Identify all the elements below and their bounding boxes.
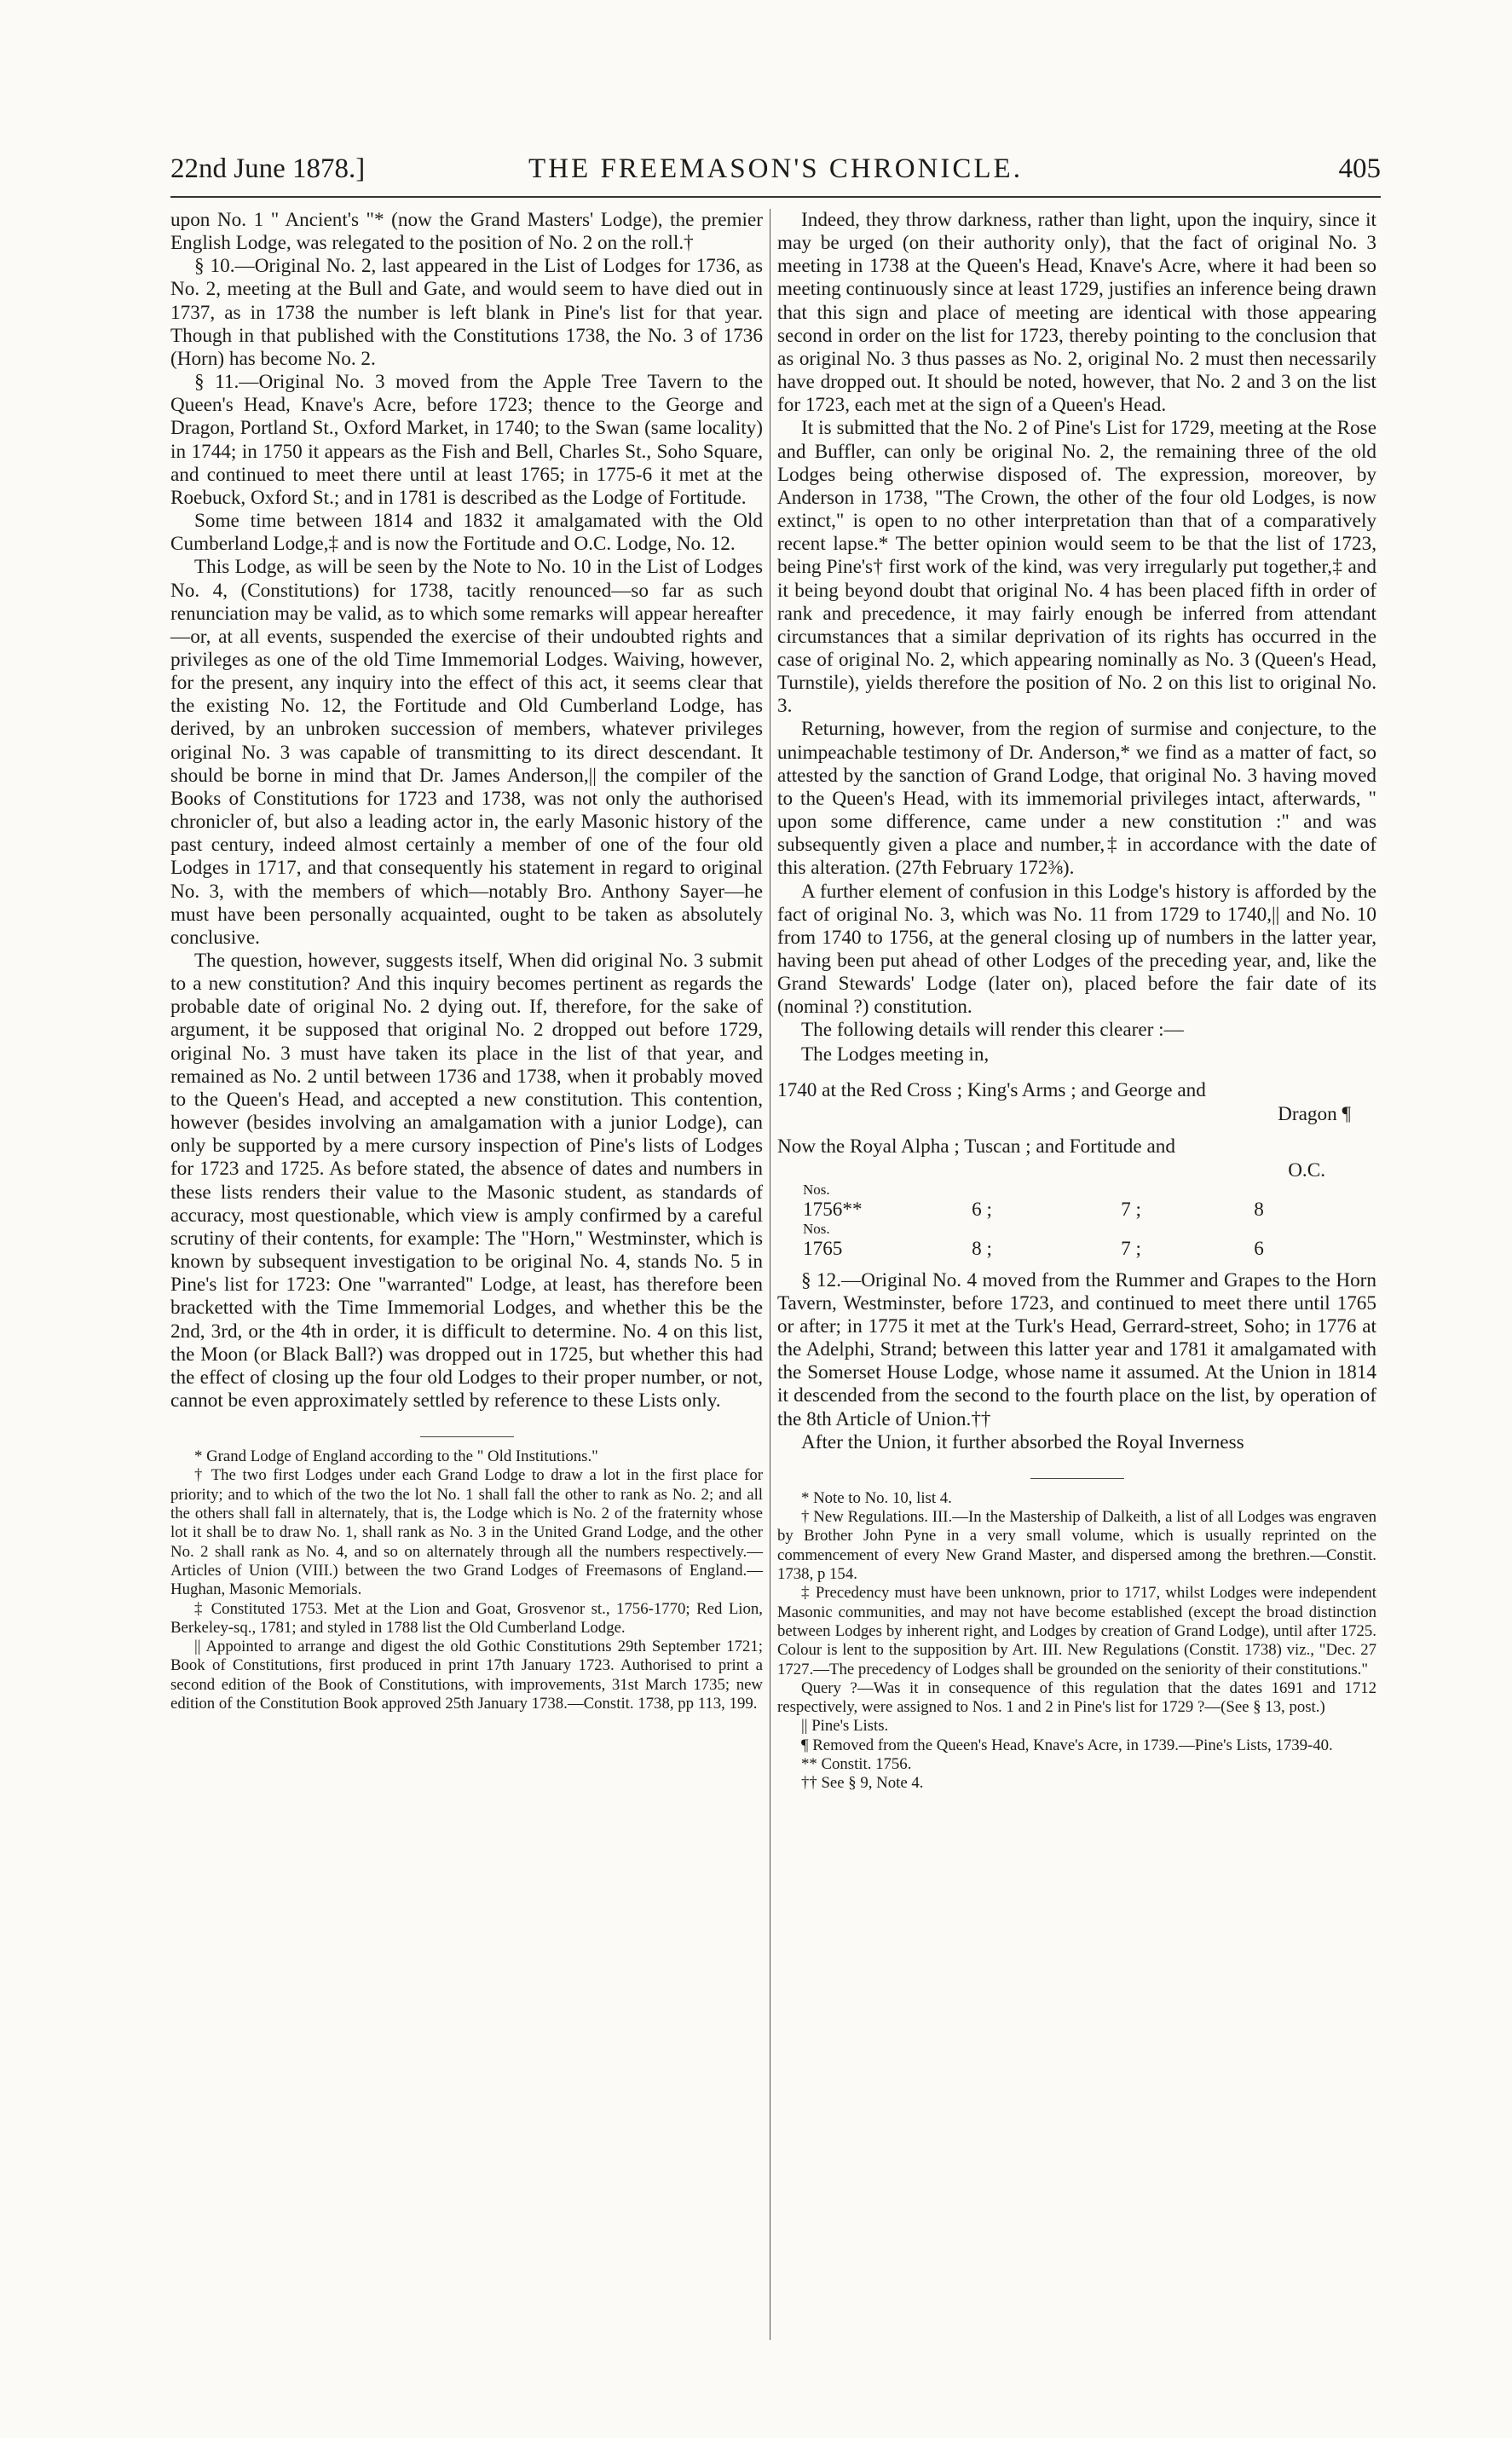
footnote: † The two first Lodges under each Grand Lodge to draw a lot in the first place for priority; and to which of the two the lot No. 1 shall fall the other to rank as No. 2; and all the others shall fall in alternately, that is, the Lodge which is No. 2 of the fraternity whose lot it shall be to draw No. 1, shall rank as No. 3 in the United Grand Lodge, and the other No. 2 shall rank as No. 4, and so on alternately through all the numbers respectively.—Articles of Union (VIII.) between the two Grand Lodges of Freemasons of England.—Hughan, Masonic Memorials. xyxy=(170,1466,763,1599)
page-header xyxy=(170,153,1381,193)
paragraph: Some time between 1814 and 1832 it amalgamated with the Old Cumberland Lodge,‡ and is now the Fortitude and O.C. Lodge, No. 12. xyxy=(170,510,763,556)
footnote: ¶ Removed from the Queen's Head, Knave's Acre, in 1739.—Pine's Lists, 1739-40. xyxy=(801,1736,1333,1754)
publication-title: THE FREEMASON'S CHRONICLE. xyxy=(528,153,1023,184)
nos-label: Nos. xyxy=(803,1220,830,1237)
paragraph: The following details will render this clearer :— xyxy=(801,1019,1184,1042)
table-row xyxy=(777,1198,1376,1222)
footnote: ‡ Precedency must have been unknown, prior to 1717, whilst Lodges were independent Masonic communities, and may not have become established (except the broad distinction between Lodges by inherent right, and Lodges by creation of Grand Lodge), until after 1725. Colour is lent to the supposition by Art. III. New Regulations (Constit. 1738) viz., "Dec. 27 1727.—The precedency of Lodges shall be grounded on the seniority of their constitutions." xyxy=(777,1584,1376,1678)
page-number: 405 xyxy=(1338,153,1381,184)
row-value: 8 ; xyxy=(972,1237,992,1260)
details-line-1740-cont: Dragon ¶ xyxy=(1278,1102,1351,1125)
row-year: 1756** xyxy=(803,1198,863,1221)
footnote: †† See § 9, Note 4. xyxy=(801,1774,924,1793)
row-value: 7 ; xyxy=(1121,1198,1141,1221)
footnote: † New Regulations. III.—In the Mastership of Dalkeith, a list of all Lodges was engraven by Brother John Pyne in a very small volume, which is usually reprinted on the commencement of every New Grand Master, and dispersed among the brethren.—Constit. 1738, p 154. xyxy=(777,1508,1376,1584)
footnote-rule xyxy=(1030,1478,1124,1479)
paragraph: § 11.—Original No. 3 moved from the Apple Tree Tavern to the Queen's Head, Knave's Acre, before 1723; thence to the George and Dragon, Portland St., Oxford Market, in 1740; to the Swan (same locality) in 1744; in 1750 it appears as the Fish and Bell, Charles St., Soho Square, and continued to meet there until at least 1765; in 1775-6 it met at the Roebuck, Oxford St.; and in 1781 is described as the Lodge of Fortitude. xyxy=(170,371,763,509)
paragraph: The question, however, suggests itself, When did original No. 3 submit to a new constitution? And this inquiry becomes pertinent as regards the probable date of original No. 2 dying out. If, therefore, for the sake of argument, it be supposed that original No. 2 dropped out before 1729, original No. 3 must have taken its place in the list of that year, and remained as No. 2 until between 1736 and 1738, when it probably moved to the Queen's Head, and accepted a new constitution. This contention, however (besides involving an amalgamation with a junior Lodge), can only be supported by a mere cursory inspection of Pine's lists of Lodges for 1723 and 1725. As before stated, the absence of dates and numbers in these lists renders their value to the Masonic student, as standards of accuracy, most questionable, which view is amply confirmed by a careful scrutiny of their contents, for example: The "Horn," Westminster, which is known by subsequent investigation to be original No. 4, stands No. 5 in Pine's list for 1723: One "warranted" Lodge, at least, has therefore been bracketted with the Time Immemorial Lodges, and whether this be the 2nd, 3rd, or the 4th in order, it is difficult to determine. No. 4 on this list, the Moon (or Black Ball?) was dropped out in 1725, but whether this had the effect of closing up the four old Lodges to their proper number, or not, cannot be even approximately settled by reference to these Lists only. xyxy=(170,950,763,1412)
paragraph: After the Union, it further absorbed the Royal Inverness xyxy=(801,1430,1244,1453)
footnote: ‡ Constituted 1753. Met at the Lion and Goat, Grosvenor st., 1756-1770; Red Lion, Berkeley-sq., 1781; and styled in 1788 list the Old Cumberland Lodge. xyxy=(170,1599,763,1637)
details-line-1740: 1740 at the Red Cross ; King's Arms ; and George and xyxy=(777,1078,1206,1101)
paragraph: It is submitted that the No. 2 of Pine's List for 1729, meeting at the Rose and Buffler, can only be original No. 2, the remaining three of the old Lodges being otherwise disposed of. The expression, moreover, by Anderson in 1738, "The Crown, the other of the four old Lodges, is now extinct," is open to no other interpretation than that of a comparatively recent lapse.* The better opinion would seem to be that the list of 1723, being Pine's† first work of the kind, was very irregularly put together,‡ and it being beyond doubt that original No. 4 has been placed fifth in order of rank and precedence, it may fairly enough be inferred from attendant circumstances that a similar deprivation of its rights has occurred in the case of original No. 2, which appearing nominally as No. 3 (Queen's Head, Turnstile), yields therefore the position of No. 2 on this list to original No. 3. xyxy=(777,417,1376,718)
footnote: * Note to No. 10, list 4. xyxy=(801,1488,952,1507)
details-intro: The Lodges meeting in, xyxy=(801,1043,990,1066)
row-value: 6 xyxy=(1254,1237,1264,1260)
footnote: Query ?—Was it in consequence of this regulation that the dates 1691 and 1712 respectively, were assigned to Nos. 1 and 2 in Pine's list for 1729 ?—(See § 13, post.) xyxy=(777,1678,1376,1717)
row-value: 7 ; xyxy=(1121,1237,1141,1260)
paragraph: Indeed, they throw darkness, rather than light, upon the inquiry, since it may be urged (on their authority only), that the fact of original No. 3 meeting in 1738 at the Queen's Head, Knave's Acre, where it had been so meeting continuously since at least 1729, justifies an inference being drawn that this sign and place of meeting are identical with those appearing second in order on the list for 1723, thereby pointing to the conclusion that as original No. 3 thus passes as No. 2, original No. 2 must then necessarily have dropped out. It should be noted, however, that No. 2 and 3 on the list for 1723, each met at the sign of a Queen's Head. xyxy=(777,209,1376,417)
paragraph: Returning, however, from the region of surmise and conjecture, to the unimpeachable testimony of Dr. Anderson,* we find as a matter of fact, so attested by the sanction of Grand Lodge, that original No. 3 having moved to the Queen's Head, with its immemorial privileges intact, afterwards, " upon some difference, came under a new constitution :" and was subsequently given a place and number,‡ in accordance with the date of this alteration. (27th February 172⅜). xyxy=(777,718,1376,880)
footnote-rule xyxy=(420,1436,514,1437)
header-rule xyxy=(170,196,1381,198)
lodge-details-table xyxy=(777,1043,1376,1261)
paragraph: A further element of confusion in this Lodge's history is afforded by the fact of original No. 3, which was No. 11 from 1729 to 1740,|| and No. 10 from 1740 to 1756, at the general closing up of numbers in the latter year, having been put ahead of other Lodges of the preceding year, and, like the Grand Stewards' Lodge (later on), placed before the fair date of its (nominal ?) constitution. xyxy=(777,880,1376,1019)
footnote: ** Constit. 1756. xyxy=(801,1755,912,1774)
right-column xyxy=(777,209,1376,1794)
footnote: * Grand Lodge of England according to the " Old Institutions." xyxy=(194,1447,598,1466)
row-year: 1765 xyxy=(803,1237,843,1260)
row-value: 8 xyxy=(1254,1198,1264,1221)
details-line-now-cont: O.C. xyxy=(1288,1158,1325,1181)
paragraph: § 12.—Original No. 4 moved from the Rummer and Grapes to the Horn Tavern, Westminster, before 1723, and continued to meet there until 1765 or after; in 1775 it met at the Turk's Head, Gerrard-street, Soho; in 1776 at the Adelphi, Strand; between this latter year and 1781 it amalgamated with the Somerset House Lodge, whose name it assumed. At the Union in 1814 it descended from the second to the fourth place on the list, by operation of the 8th Article of Union.†† xyxy=(777,1268,1376,1430)
paragraph: § 10.—Original No. 2, last appeared in the List of Lodges for 1736, as No. 2, meeting at the Bull and Gate, and would seem to have died out in 1737, as in 1738 the number is left blank in Pine's list for that year. Though in that published with the Constitutions 1738, the No. 3 of 1736 (Horn) has become No. 2. xyxy=(170,255,763,370)
footnote: || Pine's Lists. xyxy=(801,1717,889,1736)
paragraph: This Lodge, as will be seen by the Note to No. 10 in the List of Lodges No. 4, (Constitutions) for 1738, tacitly renounced—so far as such renunciation may be valid, as to which some remarks will appear hereafter—or, at all events, suspended the exercise of their undoubted rights and privileges as one of the old Time Immemorial Lodges. Waiving, however, for the present, any inquiry into the effect of this act, it seems clear that the existing No. 12, the Fortitude and Old Cumberland Lodge, has derived, by an unbroken succession of members, whatever privileges original No. 3 was capable of transmitting to its direct descendant. It should be borne in mind that Dr. James Anderson,|| the compiler of the Books of Constitutions for 1723 and 1738, was not only the authorised chronicler of, but also a leading actor in, the early Masonic history of the past century, indeed almost certainly a member of one of the four old Lodges in 1717, and that consequently his statement in regard to original No. 3, with the members of which—notably Bro. Anthony Sayer—he must have been personally acquainted, ought to be taken as absolutely conclusive. xyxy=(170,556,763,949)
issue-date: 22nd June 1878.] xyxy=(170,153,366,184)
nos-label: Nos. xyxy=(803,1181,830,1198)
paragraph: upon No. 1 " Ancient's "* (now the Grand Masters' Lodge), the premier English Lodge, was relegated to the position of No. 2 on the roll.† xyxy=(170,209,763,255)
footnote: || Appointed to arrange and digest the old Gothic Constitutions 29th September 1721; Book of Constitutions, first produced in print 17th January 1723. Authorised to print a second edition of the Book of Constitutions, with improvements, 31st March 1735; new edition of the Constitution Book approved 25th January 1738.—Constit. 1738, pp 113, 199. xyxy=(170,1638,763,1713)
details-line-now: Now the Royal Alpha ; Tuscan ; and Fortitude and xyxy=(777,1135,1175,1158)
left-column xyxy=(170,209,763,1713)
table-row xyxy=(777,1237,1376,1261)
row-value: 6 ; xyxy=(972,1198,992,1221)
